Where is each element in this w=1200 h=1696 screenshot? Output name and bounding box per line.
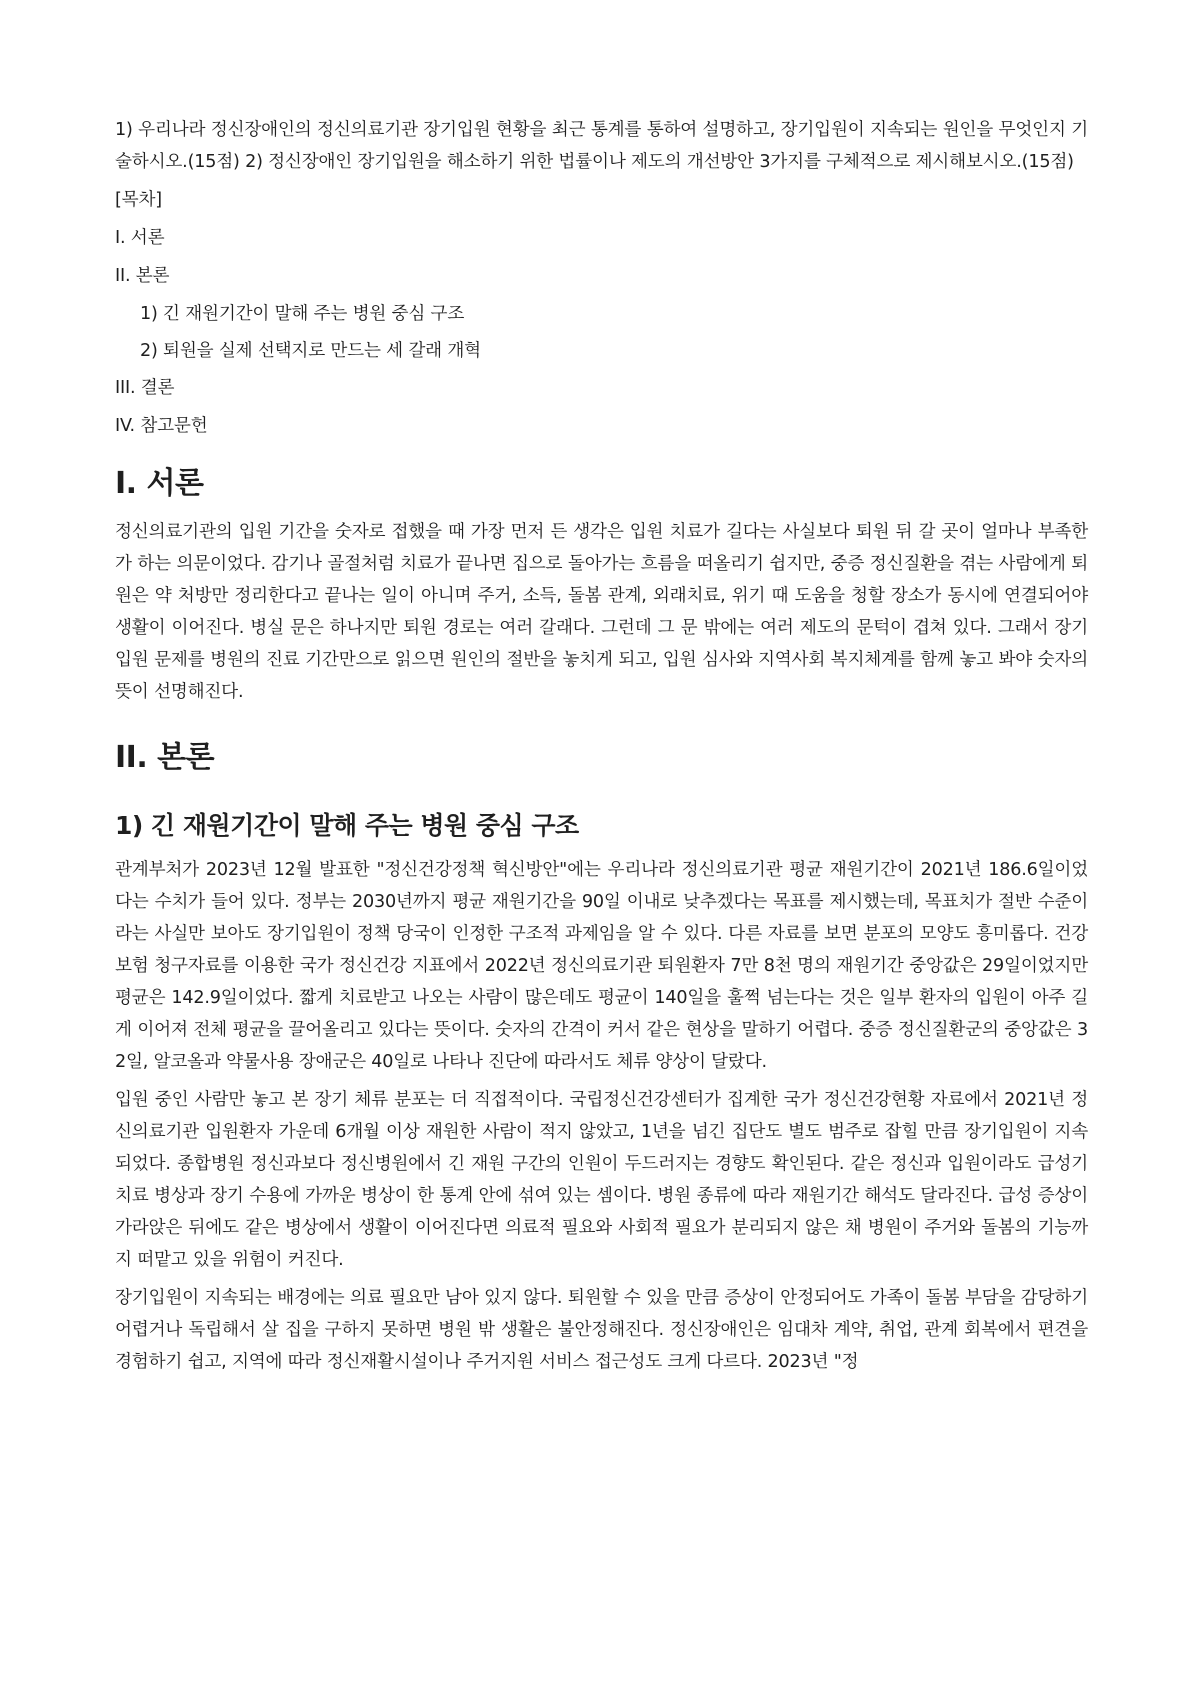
section-1-heading: 1) 긴 재원기간이 말해 주는 병원 중심 구조 — [115, 811, 579, 840]
assignment-question: 1) 우리나라 정신장애인의 정신의료기관 장기입원 현황을 최근 통계를 통하여 설명하고, 장기입원이 지속되는 원인을 무엇인지 기술하시오.(15점) 2) 정신장애인 장기입원을 해소하기 위한 법률이나 제도의 개선방안 3가지를 구체적으로 제시해보시오.(15점) — [115, 120, 1088, 172]
toc-item-conclusion: III. 결론 — [115, 378, 175, 398]
intro-paragraph: 정신의료기관의 입원 기간을 숫자로 접했을 때 가장 먼저 든 생각은 입원 치료가 길다는 사실보다 퇴원 뒤 갈 곳이 얼마나 부족한가 하는 의문이었다. 감기나 골절처럼 치료가 끝나면 집으로 돌아가는 흐름을 떠올리기 쉽지만, 중증 정신질환을 겪는 사람에게 퇴원은 약 처방만 정리한다고 끝나는 일이 아니며 주거, 소득, 돌봄 관계, 외래치료, 위기 때 도움을 청할 장소가 동시에 연결되어야 생활이 이어진다. 병실 문은 하나지만 퇴원 경로는 여러 갈래다. 그런데 그 문 밖에는 여러 제도의 문턱이 겹쳐 있다. 그래서 장기입원 문제를 병원의 진료 기간만으로 읽으면 원인의 절반을 놓치게 되고, 입원 심사와 지역사회 복지체계를 함께 놓고 봐야 숫자의 뜻이 선명해진다. — [115, 522, 1088, 702]
toc-item-references: IV. 참고문헌 — [115, 416, 208, 436]
section-1-paragraph-1: 관계부처가 2023년 12월 발표한 "정신건강정책 혁신방안"에는 우리나라 정신의료기관 평균 재원기간이 2021년 186.6일이었다는 수치가 들어 있다. 정부는 2030년까지 평균 재원기간을 90일 이내로 낮추겠다는 목표를 제시했는데, 목표치가 절반 수준이라는 사실만 보아도 장기입원이 정책 당국이 인정한 구조적 과제임을 알 수 있다. 다른 자료를 보면 분포의 모양도 흥미롭다. 건강보험 청구자료를 이용한 국가 정신건강 지표에서 2022년 정신의료기관 퇴원환자 7만 8천 명의 재원기간 중앙값은 29일이었지만 평균은 142.9일이었다. 짧게 치료받고 나오는 사람이 많은데도 평균이 140일을 훌쩍 넘는다는 것은 일부 환자의 입원이 아주 길게 이어져 전체 평균을 끌어올리고 있다는 뜻이다. 숫자의 간격이 커서 같은 현상을 말하기 어렵다. 중증 정신질환군의 중앙값은 32일, 알코올과 약물사용 장애군은 40일로 나타나 진단에 따라서도 체류 양상이 달랐다. — [115, 860, 1088, 1072]
toc-title: [목차] — [115, 190, 162, 210]
toc-item-body-section-2: 2) 퇴원을 실제 선택지로 만드는 세 갈래 개혁 — [140, 341, 481, 361]
section-1-paragraph-2: 입원 중인 사람만 놓고 본 장기 체류 분포는 더 직접적이다. 국립정신건강센터가 집계한 국가 정신건강현황 자료에서 2021년 정신의료기관 입원환자 가운데 6개월 이상 재원한 사람이 적지 않았고, 1년을 넘긴 집단도 별도 범주로 잡힐 만큼 장기입원이 지속되었다. 종합병원 정신과보다 정신병원에서 긴 재원 구간의 인원이 두드러지는 경향도 확인된다. 같은 정신과 입원이라도 급성기 치료 병상과 장기 수용에 가까운 병상이 한 통계 안에 섞여 있는 셈이다. 병원 종류에 따라 재원기간 해석도 달라진다. 급성 증상이 가라앉은 뒤에도 같은 병상에서 생활이 이어진다면 의료적 필요와 사회적 필요가 분리되지 않은 채 병원이 주거와 돌봄의 기능까지 떠맡고 있을 위험이 커진다. — [115, 1090, 1088, 1270]
toc-item-body-section-1: 1) 긴 재원기간이 말해 주는 병원 중심 구조 — [140, 304, 465, 324]
toc-item-intro: I. 서론 — [115, 228, 165, 248]
section-1-paragraph-3: 장기입원이 지속되는 배경에는 의료 필요만 남아 있지 않다. 퇴원할 수 있을 만큼 증상이 안정되어도 가족이 돌봄 부담을 감당하기 어렵거나 독립해서 살 집을 구하지 못하면 병원 밖 생활은 불안정해진다. 정신장애인은 임대차 계약, 취업, 관계 회복에서 편견을 경험하기 쉽고, 지역에 따라 정신재활시설이나 주거지원 서비스 접근성도 크게 다르다. 2023년 "정 — [115, 1288, 1088, 1372]
toc-item-body: II. 본론 — [115, 266, 170, 286]
table-of-contents — [115, 188, 1088, 438]
intro-heading: I. 서론 — [115, 466, 204, 501]
body-heading: II. 본론 — [115, 740, 215, 775]
